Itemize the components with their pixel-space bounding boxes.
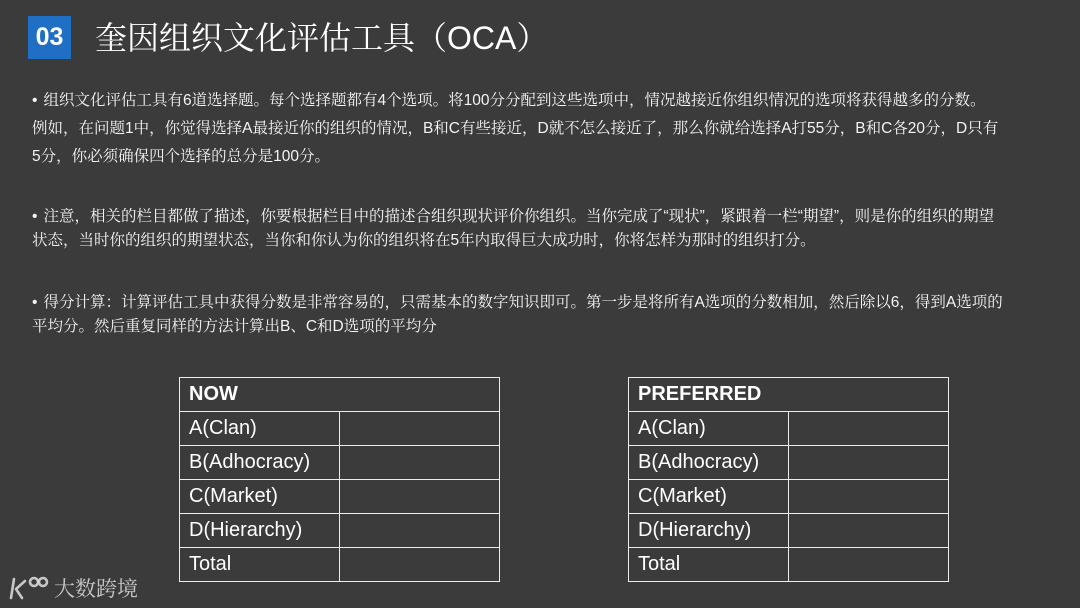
table-row <box>629 547 948 581</box>
table-header: PREFERRED <box>638 383 762 405</box>
watermark-text: 大数跨境 <box>54 577 138 601</box>
row-label: A(Clan) <box>629 412 789 445</box>
row-label: B(Adhocracy) <box>629 446 789 479</box>
table-header-row <box>629 378 948 411</box>
bullet-text: 注意，相关的栏目都做了描述，你要根据栏目中的描述合组织现状评价你组织。当你完成了“现状”，紧跟着一栏“期望”，则是你的组织的期望 <box>43 208 995 225</box>
bullet-paragraph-3 <box>32 291 1003 339</box>
score-cell <box>340 514 499 547</box>
now-score-table <box>179 377 500 582</box>
bullet-text: 组织文化评估工具有6道选择题。每个选择题都有4个选项。将100分分配到这些选项中，情况越接近你组织情况的选项将获得越多的分数。 <box>43 92 986 109</box>
score-cell <box>789 446 948 479</box>
bullet-paragraph-2 <box>32 205 994 253</box>
table-row <box>629 445 948 479</box>
score-cell <box>340 480 499 513</box>
table-row <box>629 479 948 513</box>
bullet-line <box>32 205 994 229</box>
table-header: NOW <box>189 383 238 405</box>
score-cell <box>789 412 948 445</box>
row-label: D(Hierarchy) <box>629 514 789 547</box>
row-label: D(Hierarchy) <box>180 514 340 547</box>
bullet-line: 平均分。然后重复同样的方法计算出B、C和D选项的平均分 <box>32 318 437 335</box>
table-row <box>180 513 499 547</box>
row-label: A(Clan) <box>180 412 340 445</box>
bullet-line <box>32 87 998 115</box>
table-row <box>180 547 499 581</box>
bullet-marker: • <box>32 92 38 109</box>
section-number-badge: 03 <box>28 16 71 59</box>
preferred-score-table <box>628 377 949 582</box>
row-label: C(Market) <box>180 480 340 513</box>
table-header-row <box>180 378 499 411</box>
table-row <box>180 411 499 445</box>
score-cell <box>789 548 948 581</box>
row-label: Total <box>629 548 789 581</box>
row-label: C(Market) <box>629 480 789 513</box>
bullet-paragraph-1 <box>32 87 998 171</box>
brand-logo-icon <box>8 574 50 602</box>
bullet-marker: • <box>32 294 38 311</box>
slide-title: 奎因组织文化评估工具（OCA） <box>95 20 549 56</box>
table-row <box>180 479 499 513</box>
bullet-line: 5分，你必须确保四个选择的总分是100分。 <box>32 148 330 165</box>
score-cell <box>340 548 499 581</box>
watermark <box>8 574 138 602</box>
score-cell <box>340 446 499 479</box>
row-label: Total <box>180 548 340 581</box>
score-cell <box>789 480 948 513</box>
row-label: B(Adhocracy) <box>180 446 340 479</box>
bullet-line: 状态，当时你的组织的期望状态，当你和你认为你的组织将在5年内取得巨大成功时，你将怎样为那时的组织打分。 <box>32 232 816 249</box>
bullet-marker: • <box>32 208 38 225</box>
table-row <box>629 513 948 547</box>
bullet-text: 得分计算：计算评估工具中获得分数是非常容易的，只需基本的数字知识即可。第一步是将所有A选项的分数相加，然后除以6，得到A选项的 <box>43 294 1003 311</box>
score-cell <box>340 412 499 445</box>
table-row <box>629 411 948 445</box>
score-cell <box>789 514 948 547</box>
bullet-line: 例如，在问题1中，你觉得选择A最接近你的组织的情况，B和C有些接近，D就不怎么接近了，那么你就给选择A打55分，B和C各20分，D只有 <box>32 120 999 137</box>
table-row <box>180 445 499 479</box>
bullet-line <box>32 291 1003 315</box>
